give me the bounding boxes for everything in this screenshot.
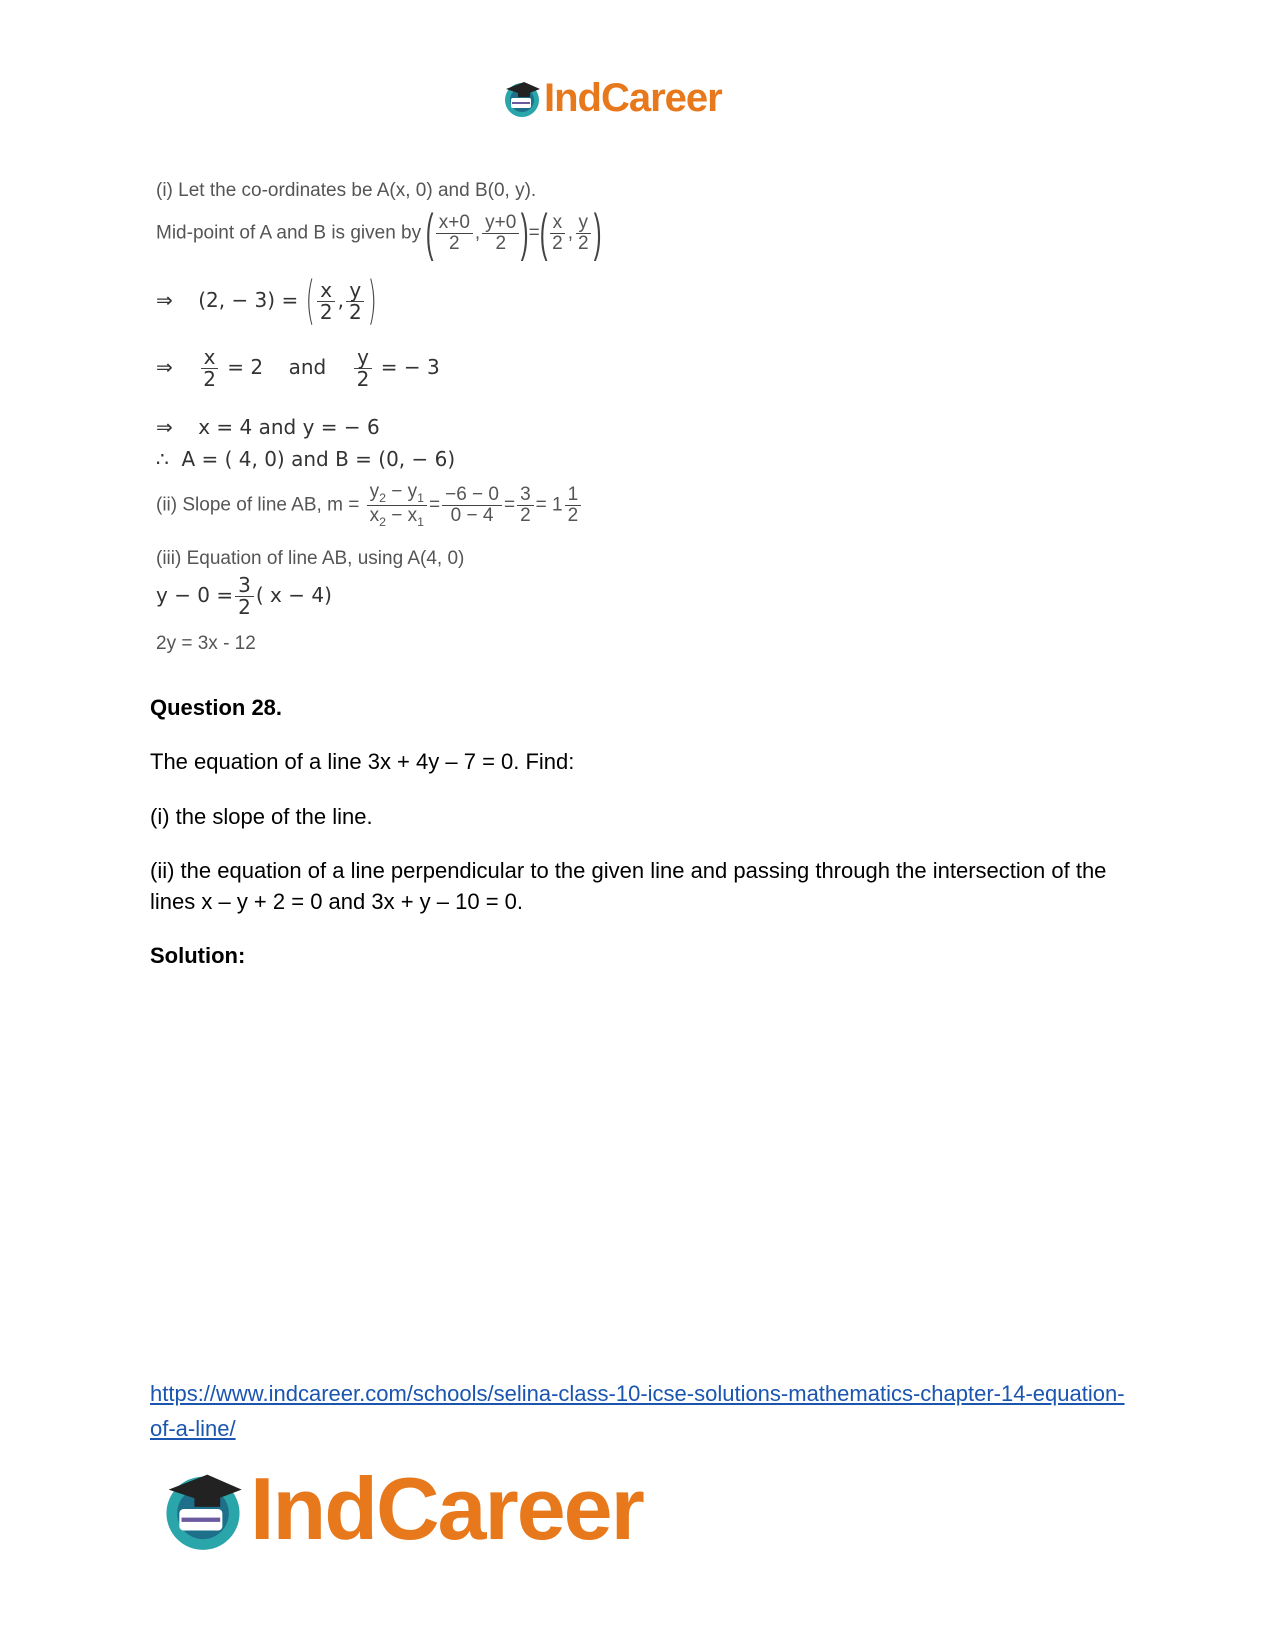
fraction: $\frac{x}{2}$ [549, 213, 566, 254]
fraction: $\frac{y+0}{2}$ [482, 213, 519, 254]
solution-line-6: ∴ A = ( 4, 0) and B = (0, − 6) [156, 447, 456, 471]
solution-line-1: (i) Let the co-ordinates be A(x, 0) and B(0, y). [156, 180, 537, 201]
solution-line-8: (iii) Equation of line AB, using A(4, 0) [156, 548, 465, 569]
question-part-i: (i) the slope of the line. [150, 804, 373, 829]
solution-line-10: 2y = 3x - 12 [156, 633, 256, 654]
fraction: $\frac{3}{2}$ [235, 575, 254, 618]
question-part-ii: (ii) the equation of a line perpendicular to the given line and passing through the intersection of the lines x – y + 2 = 0 and 3x + y – 10 = 0. [150, 858, 1107, 914]
midpoint-label: Mid-point of A and B is given by [156, 222, 422, 244]
solution-line-7: (ii) Slope of line AB, m = $\frac{y_2 - y_1}{x_2 - x_1}$ = $\frac{-6 - 0}{0 - 4}$ = $\frac{3}{2}$ = 1 $\frac{1}{2}$ [156, 482, 583, 529]
fraction: $\frac{x}{2}$ [200, 347, 219, 390]
fraction: $\frac{y}{2}$ [354, 347, 373, 390]
solution-line-9: y − 0 = $\frac{3}{2}$ ( x − 4) [156, 573, 332, 619]
logo-wordmark: IndCareer [544, 76, 722, 120]
solution-line-3: ⇒ (2, − 3) = ( $\frac{x}{2}$ , $\frac{y}{2}$ ) [156, 271, 377, 331]
solution-line-2: Mid-point of A and B is given by ( $\frac{x+0}{2}$ , $\frac{y+0}{2}$ )=( $\frac{x}{2}$ , $\frac{y}{2}$ ) [156, 204, 602, 262]
question-statement: The equation of a line 3x + 4y – 7 = 0. Find: [150, 749, 575, 774]
implies-icon: ⇒ [156, 355, 173, 379]
fraction: $\frac{1}{2}$ [565, 485, 582, 526]
logo-wordmark: IndCareer [250, 1459, 643, 1558]
fraction: $\frac{y}{2}$ [346, 280, 365, 323]
indcareer-logo-footer [160, 1459, 643, 1558]
graduation-cap-globe-icon [160, 1466, 246, 1552]
solution-label: Solution: [150, 943, 246, 968]
source-url-link[interactable]: https://www.indcareer.com/schools/selina-class-10-icse-solutions-mathematics-chapter-14-equation-of-a-line/ [150, 1381, 1125, 1441]
fraction: $\frac{x+0}{2}$ [436, 213, 473, 254]
implies-icon: ⇒ [156, 415, 173, 439]
question-title: Question 28. [150, 695, 283, 720]
solution-line-4: ⇒ $\frac{x}{2}$ = 2 and $\frac{y}{2}$ = − 3 [156, 345, 440, 391]
fraction: $\frac{3}{2}$ [517, 485, 534, 526]
indcareer-logo-header [502, 78, 722, 118]
graduation-cap-globe-icon [502, 78, 542, 118]
implies-icon: ⇒ [156, 287, 173, 312]
fraction: $\frac{-6 - 0}{0 - 4}$ [442, 485, 502, 526]
fraction: $\frac{x}{2}$ [317, 280, 336, 323]
therefore-icon: ∴ [156, 447, 169, 471]
fraction: $\frac{y}{2}$ [575, 213, 592, 254]
solution-line-5: ⇒ x = 4 and y = − 6 [156, 415, 380, 439]
fraction: $\frac{y_2 - y_1}{x_2 - x_1}$ [367, 482, 427, 529]
